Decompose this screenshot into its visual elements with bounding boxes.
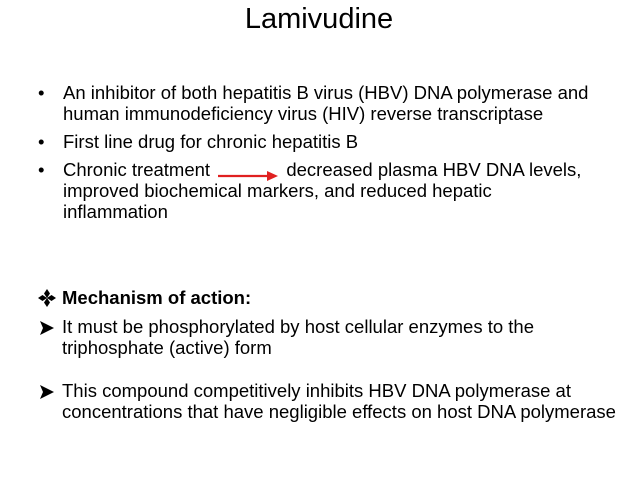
mechanism-point [38, 316, 618, 358]
bullet-dot-icon: • [38, 159, 45, 180]
bullet-list [38, 82, 598, 229]
bullet-text: An inhibitor of both hepatitis B virus (HBV) DNA polymerase and human immunodeficiency virus (HIV) reverse transcriptase [63, 82, 589, 124]
bullet-item [38, 82, 598, 124]
bullet-dot-icon: • [38, 131, 45, 152]
mechanism-heading: Mechanism of action: [62, 287, 252, 308]
mechanism-section [38, 287, 618, 422]
mechanism-heading-row [38, 287, 618, 308]
diamond-cluster-icon [38, 289, 56, 307]
bullet-text-after-arrow: decreased plasma HBV DNA levels, improved biochemical markers, and reduced hepatic inflammation [63, 159, 582, 222]
slide-title: Lamivudine [244, 3, 394, 35]
bullet-dot-icon: • [38, 82, 45, 103]
bullet-item [38, 159, 598, 222]
bullet-item [38, 131, 598, 152]
mechanism-point-text: It must be phosphorylated by host cellular enzymes to the triphosphate (active) form [62, 316, 535, 358]
arrowhead-icon [39, 383, 55, 399]
mechanism-point-text: This compound competitively inhibits HBV DNA polymerase at concentrations that have negligible effects on host DNA polymerase [62, 380, 616, 422]
bullet-text-before-arrow: Chronic treatment [63, 159, 211, 180]
arrowhead-icon [39, 319, 55, 335]
right-arrow-icon [217, 165, 279, 177]
mechanism-point [38, 380, 618, 422]
bullet-text: First line drug for chronic hepatitis B [63, 131, 359, 152]
